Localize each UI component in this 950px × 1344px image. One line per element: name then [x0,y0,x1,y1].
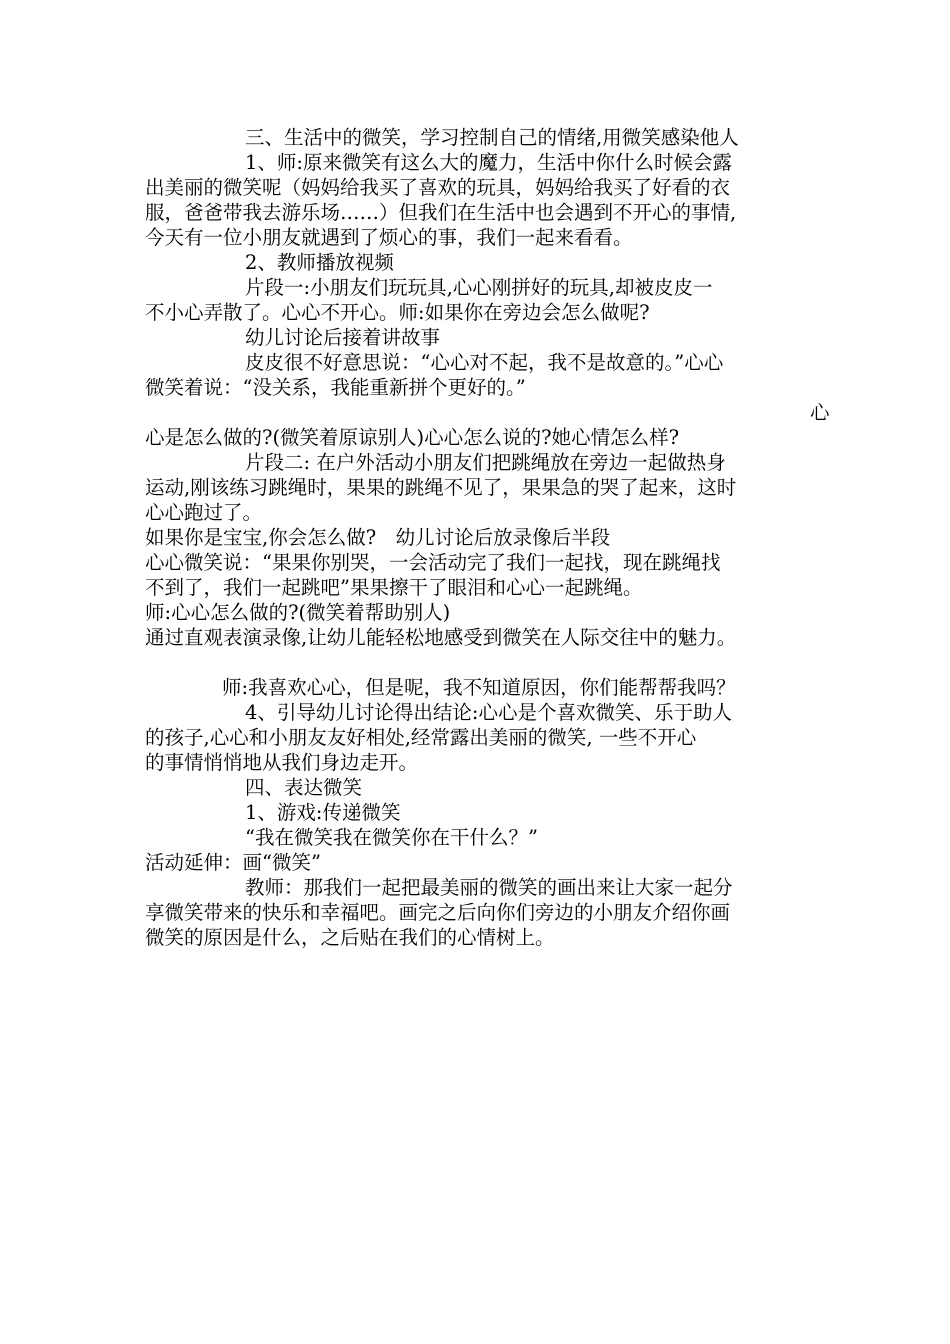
paragraph-line: “我在微笑我在微笑你在干什么？” [245,826,538,849]
paragraph-line: 微笑着说：“没关系，我能重新拼个更好的。” [145,376,526,399]
paragraph-line: 心心微笑说：“果果你别哭，一会活动完了我们一起找，现在跳绳找 [145,551,721,574]
paragraph-line: 师:心心怎么做的?(微笑着帮助别人) [145,601,451,624]
paragraph-line: 2、教师播放视频 [245,251,394,274]
paragraph-line: 今天有一位小朋友就遇到了烦心的事，我们一起来看看。 [145,226,633,249]
paragraph-line: 的事情悄悄地从我们身边走开。 [145,751,419,774]
paragraph-line: 片段二: 在户外活动小朋友们把跳绳放在旁边一起做热身 [245,451,726,474]
section-heading-4: 四、表达微笑 [245,776,363,799]
paragraph-line: 运动,刚该练习跳绳时，果果的跳绳不见了，果果急的哭了起来，这时 [145,476,737,499]
section-heading-3: 三、生活中的微笑，学习控制自己的情绪,用微笑感染他人 [245,126,739,149]
paragraph-line: 心是怎么做的?(微笑着原谅别人)心心怎么说的?她心情怎么样? [145,426,680,449]
paragraph-line: 片段一:小朋友们玩玩具,心心刚拼好的玩具,却被皮皮一 [245,276,713,299]
paragraph-line: 不到了，我们一起跳吧”果果擦干了眼泪和心心一起跳绳。 [145,576,643,599]
paragraph-line: 服，爸爸带我去游乐场……）但我们在生活中也会遇到不开心的事情, [145,201,737,224]
paragraph-line: 师:我喜欢心心，但是呢，我不知道原因，你们能帮帮我吗？ [222,676,736,699]
paragraph-line: 1、师:原来微笑有这么大的魔力，生活中你什么时候会露 [245,151,732,174]
paragraph-line: 出美丽的微笑呢（妈妈给我买了喜欢的玩具，妈妈给我买了好看的衣 [145,176,731,199]
paragraph-line: 心心跑过了。 [145,501,263,524]
paragraph-line: 享微笑带来的快乐和幸福吧。画完之后向你们旁边的小朋友介绍你画 [145,901,731,924]
paragraph-line: 皮皮很不好意思说：“心心对不起，我不是故意的。”心心 [245,351,724,374]
paragraph-line: 不小心弄散了。心心不开心。师:如果你在旁边会怎么做呢? [145,301,650,324]
paragraph-line: 4、引导幼儿讨论得出结论:心心是个喜欢微笑、乐于助人 [245,701,732,724]
paragraph-line: 的孩子,心心和小朋友友好相处,经常露出美丽的微笑, 一些不开心 [145,726,697,749]
paragraph-line: 微笑的原因是什么，之后贴在我们的心情树上。 [145,926,555,949]
paragraph-line: 如果你是宝宝,你会怎么做? 幼儿讨论后放录像后半段 [145,526,611,549]
paragraph-line: 通过直观表演录像,让幼儿能轻松地感受到微笑在人际交往中的魅力。 [145,626,737,649]
paragraph-line: 幼儿讨论后接着讲故事 [245,326,441,349]
paragraph-line: 心 [810,401,830,424]
paragraph-line: 1、游戏:传递微笑 [245,801,401,824]
activity-extension-heading: 活动延伸：画“微笑” [145,851,321,874]
paragraph-line: 教师：那我们一起把最美丽的微笑的画出来让大家一起分 [245,876,733,899]
